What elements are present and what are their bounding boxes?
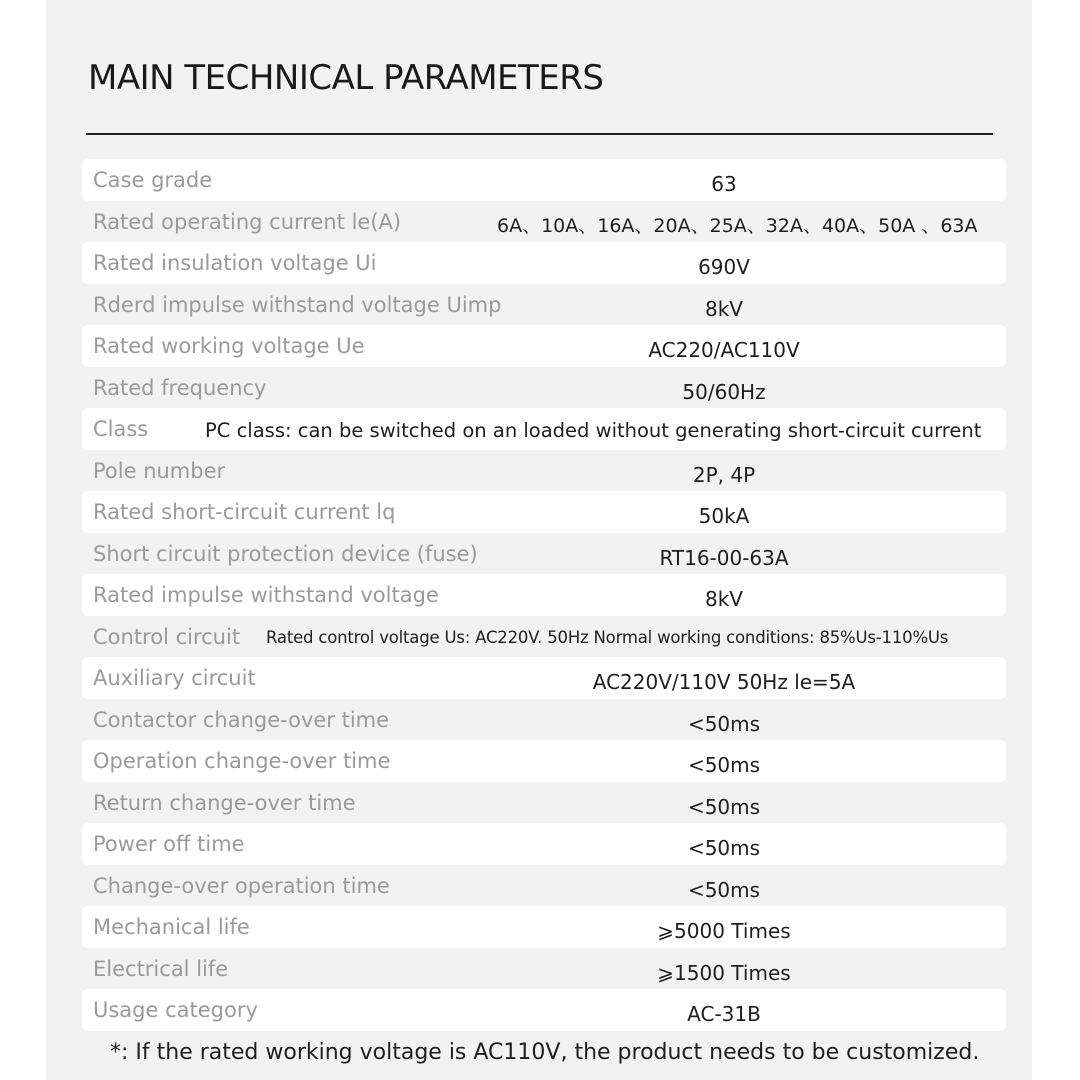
param-label: Rderd impulse withstand voltage Uimp (93, 292, 502, 317)
table-row (82, 823, 1006, 865)
param-label: Mechanical life (93, 915, 250, 939)
param-label: Electrical life (93, 956, 229, 981)
param-value: 63 (711, 172, 737, 196)
table-row (82, 657, 1006, 699)
param-value: ⩾1500 Times (657, 960, 791, 985)
table-row (82, 865, 1006, 907)
table-row (82, 284, 1006, 326)
param-label: Return change-over time (93, 790, 356, 815)
param-label: Pole number (93, 458, 226, 483)
param-label: Rated impulse withstand voltage (93, 583, 439, 607)
param-value: 8kV (705, 587, 743, 611)
param-value: AC-31B (687, 1002, 761, 1026)
parameters-table (82, 159, 1006, 1031)
param-value: RT16-00-63A (659, 545, 789, 570)
param-value: AC220V/110V 50Hz le=5A (592, 670, 856, 694)
param-label: Operation change-over time (93, 749, 391, 773)
table-row (82, 782, 1006, 824)
table-row (82, 948, 1006, 990)
param-label: Rated short-circuit current lq (93, 500, 396, 524)
param-label: Control circuit (93, 624, 241, 649)
param-label: Contactor change-over time (93, 707, 390, 732)
table-row (82, 616, 1006, 658)
param-value: <50ms (687, 877, 761, 902)
param-value: 8kV (705, 296, 743, 321)
page-title: MAIN TECHNICAL PARAMETERS (88, 58, 604, 98)
table-row (82, 740, 1006, 782)
param-value: ⩾5000 Times (657, 919, 791, 943)
param-value: AC220/AC110V (648, 338, 800, 362)
param-value: 690V (698, 255, 750, 279)
title-divider (86, 133, 993, 135)
param-value: 2P, 4P (692, 462, 756, 487)
table-row (82, 408, 1006, 450)
param-label: Auxiliary circuit (93, 666, 256, 690)
table-row (82, 699, 1006, 741)
table-row (82, 491, 1006, 533)
table-row (82, 367, 1006, 409)
param-value: PC class: can be switched on an loaded without generating short-circuit current (205, 419, 982, 442)
param-label: Power off time (93, 832, 245, 856)
param-value: 50kA (698, 504, 750, 528)
param-label: Change-over operation time (93, 873, 390, 898)
param-value: <50ms (687, 753, 761, 777)
table-row (82, 574, 1006, 616)
param-label: Case grade (93, 168, 213, 192)
table-row (82, 450, 1006, 492)
param-value: <50ms (687, 836, 761, 860)
param-value: 50/60Hz (682, 379, 766, 404)
param-value: <50ms (687, 794, 761, 819)
table-row (82, 906, 1006, 948)
param-value: <50ms (687, 711, 761, 736)
param-value: Rated control voltage Us: AC220V. 50Hz Normal working conditions: 85%Us-110%Us (266, 627, 949, 647)
table-row (82, 325, 1006, 367)
param-label: Rated insulation voltage Ui (93, 251, 377, 275)
param-label: Short circuit protection device (fuse) (93, 541, 478, 566)
param-label: Rated working voltage Ue (93, 334, 365, 358)
table-row (82, 159, 1006, 201)
param-label: Rated frequency (93, 375, 267, 400)
param-label: Usage category (93, 998, 258, 1022)
table-row (82, 533, 1006, 575)
param-label: Rated operating current le(A) (93, 209, 402, 234)
table-row (82, 242, 1006, 284)
param-label: Class (93, 417, 149, 441)
table-row (82, 989, 1006, 1031)
param-value: 6A、10A、16A、20A、25A、32A、40A、50A 、63A (497, 214, 978, 237)
footnote: *: If the rated working voltage is AC110V, the product needs to be customized. (110, 1040, 980, 1065)
table-row (82, 201, 1006, 243)
